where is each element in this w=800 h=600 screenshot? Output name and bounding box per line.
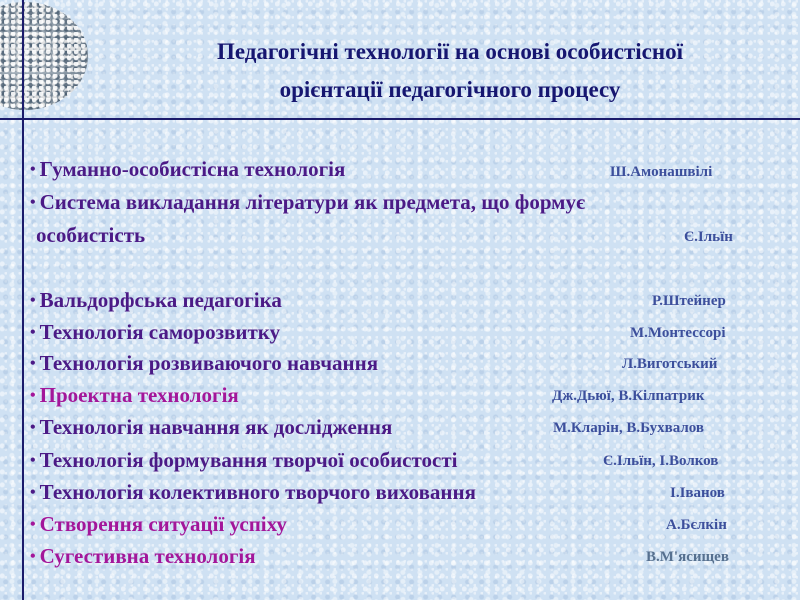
item-author: М.Кларін, В.Бухвалов bbox=[553, 420, 705, 436]
bullet-icon: • bbox=[30, 387, 36, 404]
bullet-icon: • bbox=[30, 194, 36, 211]
item-text: Система викладання літератури як предмета, що формує bbox=[39, 190, 586, 214]
item-text: Технологія саморозвитку bbox=[39, 320, 281, 344]
bullet-icon: • bbox=[30, 516, 36, 533]
horizontal-rule bbox=[0, 118, 800, 120]
item-text: Технологія формування творчої особистості bbox=[39, 448, 458, 472]
item-author: І.Іванов bbox=[670, 485, 725, 501]
bullet-icon: • bbox=[30, 548, 36, 565]
bullet-icon: • bbox=[30, 419, 36, 436]
item-text: Технологія розвиваючого навчання bbox=[39, 351, 379, 375]
item-text: Сугестивна технологія bbox=[39, 544, 256, 568]
list-item-literature-system-continuation bbox=[36, 223, 145, 248]
list-item-creative-personality bbox=[30, 448, 458, 473]
item-author: А.Бєлкін bbox=[666, 517, 727, 533]
item-author: В.М'ясищев bbox=[646, 549, 729, 565]
globe-logo bbox=[0, 2, 88, 110]
item-author: Л.Виготський bbox=[622, 356, 718, 372]
list-item-success bbox=[30, 512, 287, 537]
list-item-project bbox=[30, 383, 239, 408]
item-author: Є.Ільїн, І.Волков bbox=[603, 453, 719, 469]
list-item-self-development bbox=[30, 320, 280, 345]
item-author: Є.Ільїн bbox=[684, 229, 733, 245]
list-item-collective bbox=[30, 480, 476, 505]
bullet-icon: • bbox=[30, 292, 36, 309]
item-text: Технологія навчання як дослідження bbox=[39, 415, 393, 439]
item-author: Р.Штейнер bbox=[652, 293, 726, 309]
list-item-literature-system bbox=[30, 190, 585, 215]
item-text: Гуманно-особистісна технологія bbox=[39, 157, 346, 181]
item-author: Дж.Дьюї, В.Кілпатрик bbox=[552, 388, 705, 404]
item-text: Технологія колективного творчого виховання bbox=[39, 480, 476, 504]
list-item-humanistic bbox=[30, 157, 345, 182]
item-author: Ш.Амонашвілі bbox=[610, 164, 713, 180]
title-line-2: орієнтації педагогічного процесу bbox=[279, 77, 621, 102]
list-item-suggestive bbox=[30, 544, 256, 569]
vertical-rule bbox=[22, 0, 24, 600]
slide-title bbox=[110, 33, 790, 109]
item-text: Створення ситуації успіху bbox=[39, 512, 287, 536]
bullet-icon: • bbox=[30, 452, 36, 469]
item-text: Проектна технологія bbox=[39, 383, 239, 407]
bullet-icon: • bbox=[30, 355, 36, 372]
bullet-icon: • bbox=[30, 161, 36, 178]
list-item-research bbox=[30, 415, 392, 440]
item-author: М.Монтессорі bbox=[630, 325, 726, 341]
bullet-icon: • bbox=[30, 324, 36, 341]
item-text: особистість bbox=[36, 223, 146, 247]
list-item-developmental bbox=[30, 351, 378, 376]
list-item-waldorf bbox=[30, 288, 282, 313]
title-line-1: Педагогічні технології на основі особистісної bbox=[216, 39, 684, 64]
bullet-icon: • bbox=[30, 484, 36, 501]
item-text: Вальдорфська педагогіка bbox=[39, 288, 282, 312]
